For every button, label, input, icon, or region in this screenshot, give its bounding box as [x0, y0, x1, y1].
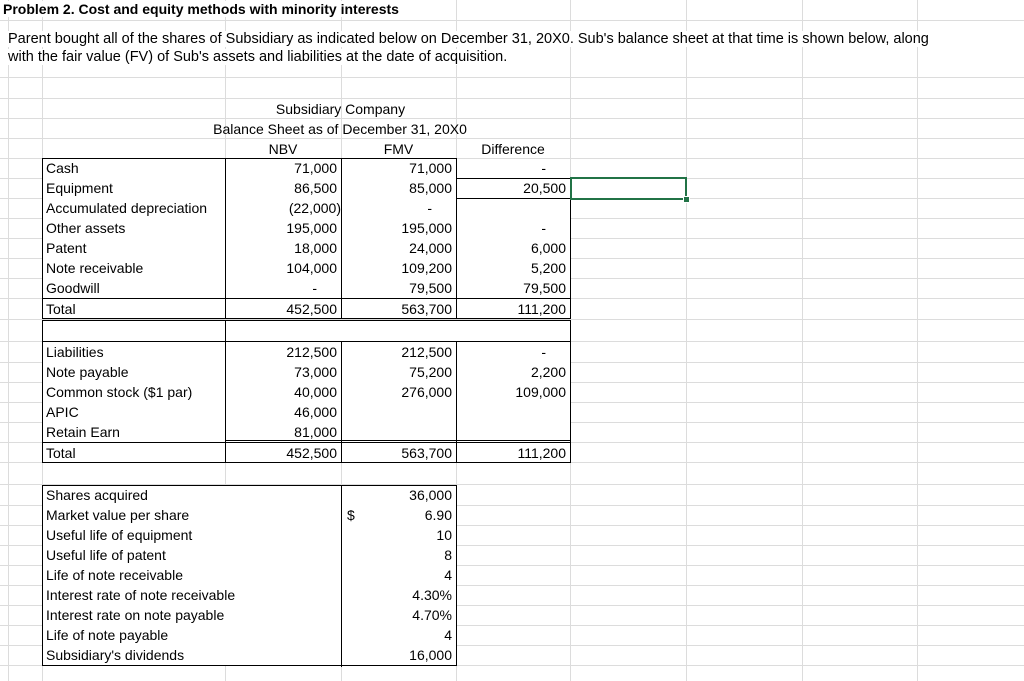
row-label: Accumulated depreciation — [46, 200, 208, 216]
fmv-value: 563,700 — [401, 445, 452, 461]
fmv-value: 75,200 — [409, 364, 452, 380]
nbv-value: 212,500 — [286, 344, 337, 360]
nbv-value: 104,000 — [286, 260, 337, 276]
info-value: 10 — [436, 527, 452, 543]
row-label: APIC — [46, 404, 79, 420]
statement-title: Balance Sheet as of December 31, 20X0 — [213, 121, 467, 137]
fmv-value: 563,700 — [401, 301, 452, 317]
nbv-value: 195,000 — [286, 220, 337, 236]
row-label: Interest rate of note receivable — [46, 587, 236, 603]
intro-line-2: with the fair value (FV) of Sub's assets and liabilities at the date of acquisition. — [8, 49, 508, 65]
diff-value: - — [541, 220, 546, 236]
row-label: Equipment — [46, 180, 113, 196]
diff-value: 2,200 — [530, 364, 566, 380]
problem-title: Problem 2. Cost and equity methods with minority interests — [3, 1, 403, 17]
fmv-value: 24,000 — [409, 240, 452, 256]
fmv-value: 212,500 — [401, 344, 452, 360]
row-label: Common stock ($1 par) — [46, 384, 193, 400]
row-label: Total — [46, 445, 76, 461]
row-label: Useful life of equipment — [46, 527, 193, 543]
info-value: 4.70% — [412, 607, 452, 623]
nbv-value: 81,000 — [294, 424, 337, 440]
info-value: 6.90 — [424, 507, 452, 523]
fmv-value: 71,000 — [409, 160, 452, 176]
row-label: Interest rate on note payable — [46, 607, 225, 623]
row-label: Useful life of patent — [46, 547, 166, 563]
row-label: Other assets — [46, 220, 126, 236]
row-label: Life of note payable — [46, 627, 169, 643]
fmv-value: 85,000 — [409, 180, 452, 196]
fmv-value: 195,000 — [401, 220, 452, 236]
info-value: 4.30% — [412, 587, 452, 603]
info-value: 4 — [444, 627, 452, 643]
row-label: Note payable — [46, 364, 129, 380]
nbv-value: 86,500 — [294, 180, 337, 196]
nbv-value: 40,000 — [294, 384, 337, 400]
row-label: Retain Earn — [46, 424, 120, 440]
active-cell-selection[interactable] — [570, 177, 687, 200]
spacer-row-box — [42, 320, 571, 342]
nbv-value: 46,000 — [294, 404, 337, 420]
nbv-value: 73,000 — [294, 364, 337, 380]
diff-value: 109,000 — [515, 384, 566, 400]
diff-value: 5,200 — [530, 260, 566, 276]
diff-value: 79,500 — [523, 280, 566, 296]
fill-handle[interactable] — [683, 196, 690, 203]
fmv-value: 276,000 — [401, 384, 452, 400]
diff-value: 111,200 — [517, 445, 566, 461]
row-label: Liabilities — [46, 344, 104, 360]
row-label: Life of note receivable — [46, 567, 183, 583]
column-header-difference: Difference — [481, 141, 545, 157]
fmv-value: - — [427, 200, 432, 216]
row-label: Market value per share — [46, 507, 190, 523]
row-label: Shares acquired — [46, 487, 148, 503]
nbv-value: (22,000) — [288, 200, 341, 216]
nbv-value: 452,500 — [286, 301, 337, 317]
column-header-nbv: NBV — [268, 141, 298, 157]
diff-value: 111,200 — [517, 301, 566, 317]
nbv-value: 71,000 — [294, 160, 337, 176]
row-label: Goodwill — [46, 280, 100, 296]
diff-value: 6,000 — [530, 240, 566, 256]
nbv-value: 452,500 — [286, 445, 337, 461]
fmv-value: 109,200 — [401, 260, 452, 276]
currency-symbol: $ — [347, 507, 355, 523]
nbv-value: - — [312, 280, 317, 296]
row-label: Total — [46, 301, 76, 317]
diff-value: - — [541, 344, 546, 360]
info-value: 16,000 — [409, 647, 452, 663]
info-value: 4 — [444, 567, 452, 583]
column-header-fmv: FMV — [383, 141, 414, 157]
row-label: Note receivable — [46, 260, 144, 276]
diff-value: 20,500 — [523, 180, 566, 196]
diff-value: - — [541, 160, 546, 176]
fmv-value: 79,500 — [409, 280, 452, 296]
company-name: Subsidiary Company — [275, 101, 406, 117]
info-value: 8 — [444, 547, 452, 563]
info-value: 36,000 — [409, 487, 452, 503]
row-label: Subsidiary's dividends — [46, 647, 185, 663]
nbv-value: 18,000 — [294, 240, 337, 256]
intro-line-1: Parent bought all of the shares of Subsidiary as indicated below on December 31, 20X0. Sub's balance sheet at that time is shown below, along — [8, 31, 929, 47]
row-label: Cash — [46, 160, 79, 176]
row-label: Patent — [46, 240, 87, 256]
